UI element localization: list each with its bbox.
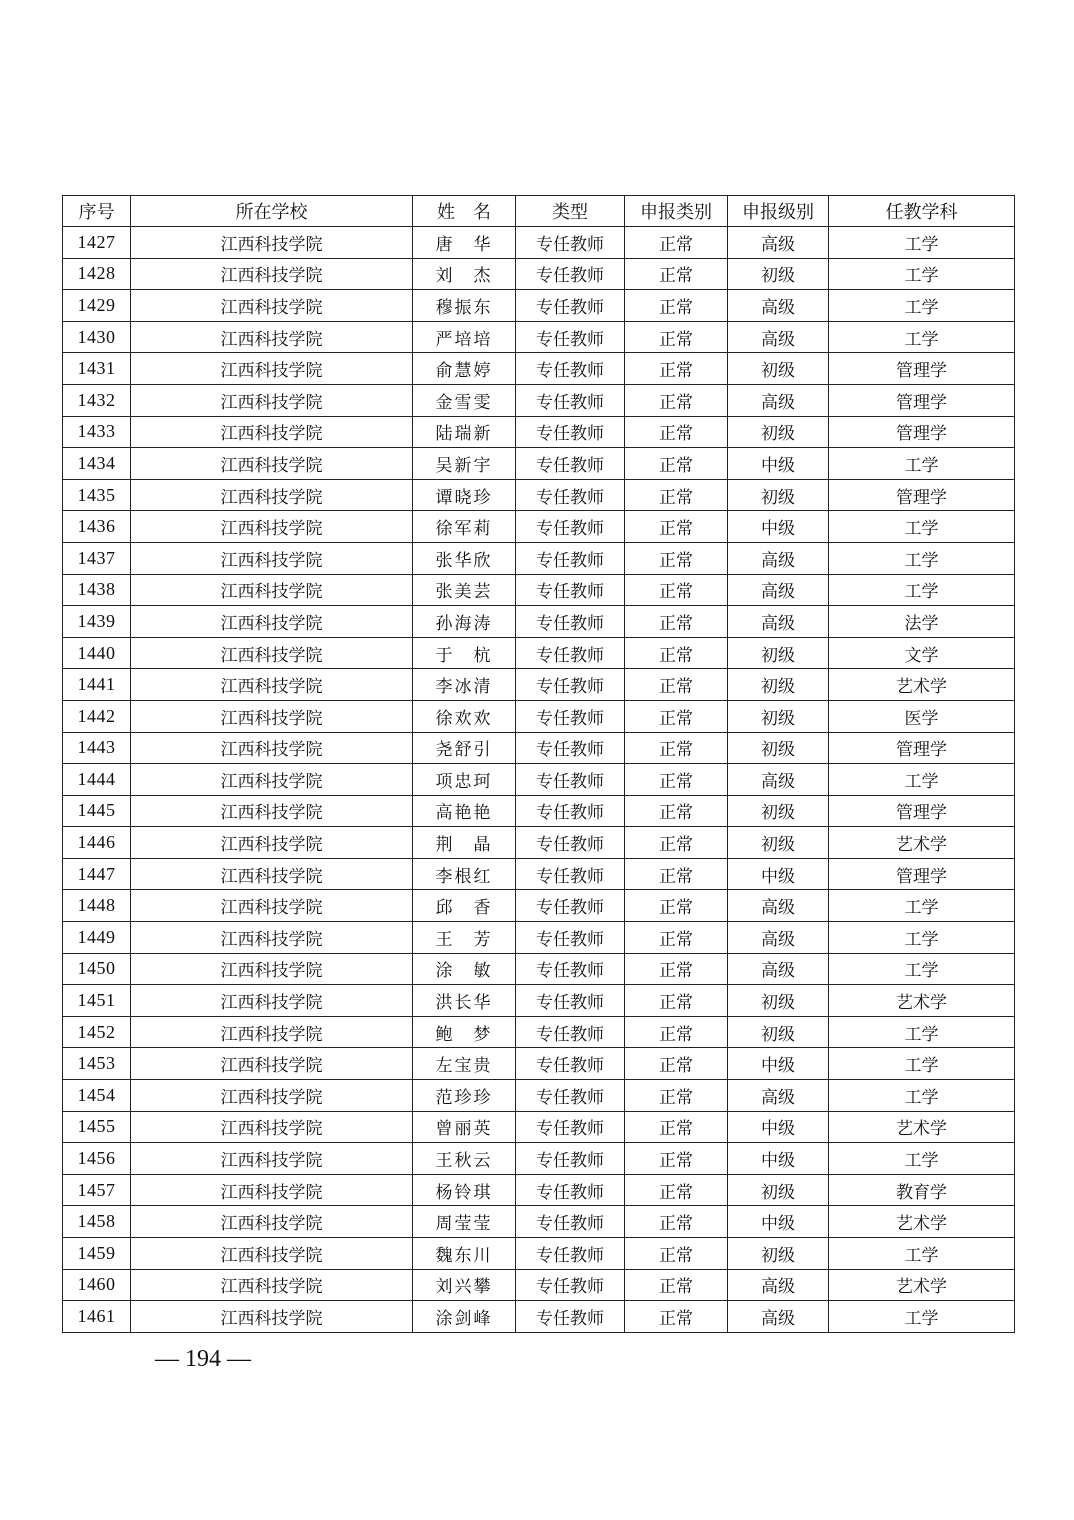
cell-teaching-subject: 艺术学: [829, 1206, 1015, 1238]
cell-application-level: 初级: [728, 1238, 829, 1270]
cell-application-level: 初级: [728, 258, 829, 290]
teacher-roster-table: [62, 195, 1015, 1333]
table-row: [63, 606, 1015, 638]
cell-school: 江西科技学院: [131, 858, 413, 890]
cell-application-category: 正常: [625, 1174, 728, 1206]
table-row: [63, 353, 1015, 385]
cell-teaching-subject: 工学: [829, 922, 1015, 954]
cell-serial-number: 1439: [63, 606, 131, 638]
cell-school: 江西科技学院: [131, 890, 413, 922]
cell-name: 李根红: [413, 858, 516, 890]
cell-application-level: 初级: [728, 1016, 829, 1048]
cell-application-level: 初级: [728, 669, 829, 701]
cell-school: 江西科技学院: [131, 1238, 413, 1270]
cell-type: 专任教师: [516, 922, 625, 954]
cell-type: 专任教师: [516, 1048, 625, 1080]
cell-application-category: 正常: [625, 511, 728, 543]
cell-serial-number: 1441: [63, 669, 131, 701]
header-type: 类型: [516, 196, 625, 227]
cell-application-level: 高级: [728, 542, 829, 574]
table-row: [63, 795, 1015, 827]
cell-teaching-subject: 工学: [829, 1048, 1015, 1080]
cell-application-category: 正常: [625, 1048, 728, 1080]
cell-serial-number: 1448: [63, 890, 131, 922]
cell-application-level: 中级: [728, 858, 829, 890]
cell-type: 专任教师: [516, 606, 625, 638]
cell-application-category: 正常: [625, 858, 728, 890]
cell-teaching-subject: 工学: [829, 258, 1015, 290]
cell-teaching-subject: 工学: [829, 890, 1015, 922]
cell-type: 专任教师: [516, 890, 625, 922]
cell-name: 涂剑峰: [413, 1301, 516, 1333]
cell-type: 专任教师: [516, 1174, 625, 1206]
cell-application-category: 正常: [625, 985, 728, 1017]
cell-type: 专任教师: [516, 700, 625, 732]
cell-teaching-subject: 管理学: [829, 384, 1015, 416]
cell-application-level: 初级: [728, 700, 829, 732]
cell-serial-number: 1428: [63, 258, 131, 290]
cell-name: 谭晓珍: [413, 479, 516, 511]
table-row: [63, 858, 1015, 890]
cell-name: 杨铃琪: [413, 1174, 516, 1206]
cell-application-category: 正常: [625, 479, 728, 511]
cell-name: 高艳艳: [413, 795, 516, 827]
table-row: [63, 416, 1015, 448]
cell-type: 专任教师: [516, 858, 625, 890]
cell-teaching-subject: 工学: [829, 1016, 1015, 1048]
cell-type: 专任教师: [516, 353, 625, 385]
table-row: [63, 732, 1015, 764]
cell-application-category: 正常: [625, 890, 728, 922]
cell-application-category: 正常: [625, 827, 728, 859]
cell-application-level: 初级: [728, 985, 829, 1017]
cell-application-level: 初级: [728, 416, 829, 448]
table-row: [63, 669, 1015, 701]
cell-application-category: 正常: [625, 1238, 728, 1270]
cell-school: 江西科技学院: [131, 732, 413, 764]
cell-application-level: 高级: [728, 384, 829, 416]
table-row: [63, 479, 1015, 511]
cell-teaching-subject: 工学: [829, 290, 1015, 322]
cell-application-level: 中级: [728, 448, 829, 480]
cell-teaching-subject: 艺术学: [829, 827, 1015, 859]
cell-school: 江西科技学院: [131, 574, 413, 606]
cell-application-level: 初级: [728, 479, 829, 511]
cell-school: 江西科技学院: [131, 795, 413, 827]
cell-name: 张美芸: [413, 574, 516, 606]
cell-name: 荆 晶: [413, 827, 516, 859]
table-row: [63, 511, 1015, 543]
cell-application-category: 正常: [625, 1080, 728, 1112]
cell-type: 专任教师: [516, 574, 625, 606]
cell-application-level: 高级: [728, 574, 829, 606]
table-row: [63, 1080, 1015, 1112]
cell-application-level: 初级: [728, 637, 829, 669]
cell-school: 江西科技学院: [131, 1080, 413, 1112]
cell-application-category: 正常: [625, 606, 728, 638]
cell-serial-number: 1435: [63, 479, 131, 511]
cell-application-level: 初级: [728, 1174, 829, 1206]
cell-serial-number: 1432: [63, 384, 131, 416]
cell-school: 江西科技学院: [131, 764, 413, 796]
cell-application-category: 正常: [625, 574, 728, 606]
cell-type: 专任教师: [516, 985, 625, 1017]
table-row: [63, 227, 1015, 259]
cell-teaching-subject: 工学: [829, 448, 1015, 480]
cell-serial-number: 1459: [63, 1238, 131, 1270]
cell-name: 徐欢欢: [413, 700, 516, 732]
cell-name: 穆振东: [413, 290, 516, 322]
cell-type: 专任教师: [516, 290, 625, 322]
cell-serial-number: 1446: [63, 827, 131, 859]
cell-application-level: 高级: [728, 227, 829, 259]
cell-application-level: 中级: [728, 1143, 829, 1175]
cell-application-category: 正常: [625, 384, 728, 416]
cell-serial-number: 1438: [63, 574, 131, 606]
cell-teaching-subject: 法学: [829, 606, 1015, 638]
cell-application-level: 中级: [728, 1048, 829, 1080]
cell-application-category: 正常: [625, 700, 728, 732]
cell-application-category: 正常: [625, 637, 728, 669]
cell-teaching-subject: 工学: [829, 227, 1015, 259]
cell-school: 江西科技学院: [131, 1174, 413, 1206]
table-row: [63, 953, 1015, 985]
cell-application-level: 初级: [728, 732, 829, 764]
cell-school: 江西科技学院: [131, 1269, 413, 1301]
cell-type: 专任教师: [516, 669, 625, 701]
cell-type: 专任教师: [516, 1269, 625, 1301]
cell-application-level: 中级: [728, 1111, 829, 1143]
cell-serial-number: 1437: [63, 542, 131, 574]
table-row: [63, 1301, 1015, 1333]
cell-teaching-subject: 医学: [829, 700, 1015, 732]
cell-type: 专任教师: [516, 227, 625, 259]
cell-school: 江西科技学院: [131, 827, 413, 859]
table-row: [63, 1111, 1015, 1143]
cell-name: 项忠珂: [413, 764, 516, 796]
table-row: [63, 1206, 1015, 1238]
table-row: [63, 1143, 1015, 1175]
cell-teaching-subject: 工学: [829, 1238, 1015, 1270]
table-row: [63, 542, 1015, 574]
cell-name: 严培培: [413, 321, 516, 353]
cell-type: 专任教师: [516, 384, 625, 416]
cell-serial-number: 1440: [63, 637, 131, 669]
cell-application-category: 正常: [625, 542, 728, 574]
cell-school: 江西科技学院: [131, 1301, 413, 1333]
cell-name: 邱 香: [413, 890, 516, 922]
cell-application-level: 高级: [728, 764, 829, 796]
cell-school: 江西科技学院: [131, 1048, 413, 1080]
cell-serial-number: 1431: [63, 353, 131, 385]
table-row: [63, 637, 1015, 669]
cell-type: 专任教师: [516, 637, 625, 669]
cell-application-category: 正常: [625, 764, 728, 796]
cell-type: 专任教师: [516, 827, 625, 859]
cell-serial-number: 1444: [63, 764, 131, 796]
cell-application-category: 正常: [625, 1016, 728, 1048]
cell-school: 江西科技学院: [131, 448, 413, 480]
cell-type: 专任教师: [516, 542, 625, 574]
cell-name: 金雪雯: [413, 384, 516, 416]
header-teaching-subject: 任教学科: [829, 196, 1015, 227]
cell-teaching-subject: 艺术学: [829, 1269, 1015, 1301]
cell-type: 专任教师: [516, 1206, 625, 1238]
cell-school: 江西科技学院: [131, 700, 413, 732]
cell-name: 吴新宇: [413, 448, 516, 480]
cell-school: 江西科技学院: [131, 227, 413, 259]
cell-type: 专任教师: [516, 511, 625, 543]
cell-teaching-subject: 管理学: [829, 732, 1015, 764]
cell-serial-number: 1457: [63, 1174, 131, 1206]
cell-serial-number: 1458: [63, 1206, 131, 1238]
cell-school: 江西科技学院: [131, 1111, 413, 1143]
cell-type: 专任教师: [516, 258, 625, 290]
cell-school: 江西科技学院: [131, 985, 413, 1017]
cell-teaching-subject: 管理学: [829, 416, 1015, 448]
cell-application-level: 初级: [728, 795, 829, 827]
cell-serial-number: 1460: [63, 1269, 131, 1301]
cell-name: 尧舒引: [413, 732, 516, 764]
table-row: [63, 448, 1015, 480]
cell-application-category: 正常: [625, 1269, 728, 1301]
cell-name: 陆瑞新: [413, 416, 516, 448]
cell-application-category: 正常: [625, 258, 728, 290]
cell-name: 涂 敏: [413, 953, 516, 985]
table-row: [63, 258, 1015, 290]
cell-teaching-subject: 艺术学: [829, 985, 1015, 1017]
header-row: [63, 196, 1015, 227]
cell-serial-number: 1443: [63, 732, 131, 764]
cell-teaching-subject: 管理学: [829, 795, 1015, 827]
cell-type: 专任教师: [516, 1238, 625, 1270]
cell-type: 专任教师: [516, 1301, 625, 1333]
cell-teaching-subject: 教育学: [829, 1174, 1015, 1206]
cell-teaching-subject: 工学: [829, 321, 1015, 353]
cell-type: 专任教师: [516, 1143, 625, 1175]
cell-type: 专任教师: [516, 479, 625, 511]
cell-teaching-subject: 艺术学: [829, 669, 1015, 701]
table-row: [63, 384, 1015, 416]
table-row: [63, 890, 1015, 922]
cell-type: 专任教师: [516, 1016, 625, 1048]
table-row: [63, 1174, 1015, 1206]
cell-application-category: 正常: [625, 416, 728, 448]
cell-type: 专任教师: [516, 448, 625, 480]
cell-serial-number: 1433: [63, 416, 131, 448]
cell-type: 专任教师: [516, 795, 625, 827]
table-row: [63, 700, 1015, 732]
cell-application-level: 高级: [728, 1269, 829, 1301]
cell-school: 江西科技学院: [131, 321, 413, 353]
cell-application-level: 高级: [728, 953, 829, 985]
cell-name: 刘兴攀: [413, 1269, 516, 1301]
cell-teaching-subject: 工学: [829, 542, 1015, 574]
header-school: 所在学校: [131, 196, 413, 227]
table-row: [63, 985, 1015, 1017]
cell-school: 江西科技学院: [131, 479, 413, 511]
cell-teaching-subject: 工学: [829, 1143, 1015, 1175]
cell-serial-number: 1452: [63, 1016, 131, 1048]
cell-type: 专任教师: [516, 732, 625, 764]
cell-name: 魏东川: [413, 1238, 516, 1270]
cell-name: 王 芳: [413, 922, 516, 954]
cell-application-category: 正常: [625, 1301, 728, 1333]
cell-school: 江西科技学院: [131, 290, 413, 322]
cell-type: 专任教师: [516, 764, 625, 796]
cell-serial-number: 1430: [63, 321, 131, 353]
cell-application-category: 正常: [625, 321, 728, 353]
cell-serial-number: 1429: [63, 290, 131, 322]
cell-school: 江西科技学院: [131, 258, 413, 290]
cell-teaching-subject: 文学: [829, 637, 1015, 669]
table-row: [63, 1269, 1015, 1301]
cell-school: 江西科技学院: [131, 416, 413, 448]
cell-application-level: 高级: [728, 290, 829, 322]
cell-name: 张华欣: [413, 542, 516, 574]
cell-serial-number: 1442: [63, 700, 131, 732]
table-header: [63, 196, 1015, 227]
cell-serial-number: 1447: [63, 858, 131, 890]
cell-school: 江西科技学院: [131, 353, 413, 385]
cell-name: 于 杭: [413, 637, 516, 669]
cell-name: 俞慧婷: [413, 353, 516, 385]
table-row: [63, 574, 1015, 606]
cell-name: 范珍珍: [413, 1080, 516, 1112]
table-row: [63, 1048, 1015, 1080]
cell-teaching-subject: 工学: [829, 953, 1015, 985]
cell-application-level: 高级: [728, 321, 829, 353]
cell-school: 江西科技学院: [131, 922, 413, 954]
table-row: [63, 827, 1015, 859]
cell-application-level: 中级: [728, 1206, 829, 1238]
cell-school: 江西科技学院: [131, 1206, 413, 1238]
cell-school: 江西科技学院: [131, 542, 413, 574]
cell-application-level: 高级: [728, 890, 829, 922]
cell-name: 李冰清: [413, 669, 516, 701]
cell-application-level: 高级: [728, 606, 829, 638]
cell-teaching-subject: 工学: [829, 511, 1015, 543]
cell-type: 专任教师: [516, 321, 625, 353]
cell-application-category: 正常: [625, 669, 728, 701]
header-application-category: 申报类别: [625, 196, 728, 227]
cell-teaching-subject: 工学: [829, 1080, 1015, 1112]
cell-serial-number: 1454: [63, 1080, 131, 1112]
cell-teaching-subject: 艺术学: [829, 1111, 1015, 1143]
cell-application-level: 高级: [728, 922, 829, 954]
cell-school: 江西科技学院: [131, 953, 413, 985]
cell-teaching-subject: 工学: [829, 1301, 1015, 1333]
table-row: [63, 1016, 1015, 1048]
cell-teaching-subject: 管理学: [829, 479, 1015, 511]
cell-type: 专任教师: [516, 1111, 625, 1143]
cell-serial-number: 1455: [63, 1111, 131, 1143]
cell-application-level: 中级: [728, 511, 829, 543]
cell-application-category: 正常: [625, 1111, 728, 1143]
cell-school: 江西科技学院: [131, 1143, 413, 1175]
header-name: 姓 名: [413, 196, 516, 227]
page-number: — 194 —: [155, 1346, 251, 1372]
cell-name: 洪长华: [413, 985, 516, 1017]
cell-application-level: 高级: [728, 1301, 829, 1333]
cell-type: 专任教师: [516, 1080, 625, 1112]
table-row: [63, 764, 1015, 796]
cell-serial-number: 1456: [63, 1143, 131, 1175]
cell-serial-number: 1450: [63, 953, 131, 985]
cell-school: 江西科技学院: [131, 637, 413, 669]
cell-serial-number: 1434: [63, 448, 131, 480]
cell-application-category: 正常: [625, 353, 728, 385]
table-row: [63, 1238, 1015, 1270]
cell-application-level: 初级: [728, 353, 829, 385]
cell-application-category: 正常: [625, 227, 728, 259]
cell-application-category: 正常: [625, 290, 728, 322]
header-application-level: 申报级别: [728, 196, 829, 227]
cell-serial-number: 1427: [63, 227, 131, 259]
cell-application-category: 正常: [625, 922, 728, 954]
cell-application-category: 正常: [625, 1206, 728, 1238]
cell-application-category: 正常: [625, 448, 728, 480]
cell-type: 专任教师: [516, 416, 625, 448]
cell-school: 江西科技学院: [131, 1016, 413, 1048]
cell-application-category: 正常: [625, 795, 728, 827]
cell-school: 江西科技学院: [131, 511, 413, 543]
header-serial-number: 序号: [63, 196, 131, 227]
cell-application-level: 高级: [728, 1080, 829, 1112]
cell-serial-number: 1451: [63, 985, 131, 1017]
cell-serial-number: 1445: [63, 795, 131, 827]
cell-application-category: 正常: [625, 1143, 728, 1175]
cell-serial-number: 1436: [63, 511, 131, 543]
cell-school: 江西科技学院: [131, 669, 413, 701]
cell-type: 专任教师: [516, 953, 625, 985]
cell-name: 刘 杰: [413, 258, 516, 290]
cell-application-category: 正常: [625, 732, 728, 764]
cell-name: 周莹莹: [413, 1206, 516, 1238]
table-row: [63, 321, 1015, 353]
cell-serial-number: 1449: [63, 922, 131, 954]
cell-name: 王秋云: [413, 1143, 516, 1175]
table-row: [63, 290, 1015, 322]
cell-application-level: 初级: [728, 827, 829, 859]
cell-school: 江西科技学院: [131, 606, 413, 638]
cell-teaching-subject: 工学: [829, 574, 1015, 606]
cell-name: 徐军莉: [413, 511, 516, 543]
cell-name: 唐 华: [413, 227, 516, 259]
cell-serial-number: 1453: [63, 1048, 131, 1080]
cell-teaching-subject: 管理学: [829, 858, 1015, 890]
cell-name: 左宝贵: [413, 1048, 516, 1080]
cell-teaching-subject: 管理学: [829, 353, 1015, 385]
cell-name: 孙海涛: [413, 606, 516, 638]
cell-name: 曾丽英: [413, 1111, 516, 1143]
cell-application-category: 正常: [625, 953, 728, 985]
table-row: [63, 922, 1015, 954]
table-body: [63, 227, 1015, 1333]
cell-teaching-subject: 工学: [829, 764, 1015, 796]
cell-name: 鲍 梦: [413, 1016, 516, 1048]
cell-serial-number: 1461: [63, 1301, 131, 1333]
cell-school: 江西科技学院: [131, 384, 413, 416]
